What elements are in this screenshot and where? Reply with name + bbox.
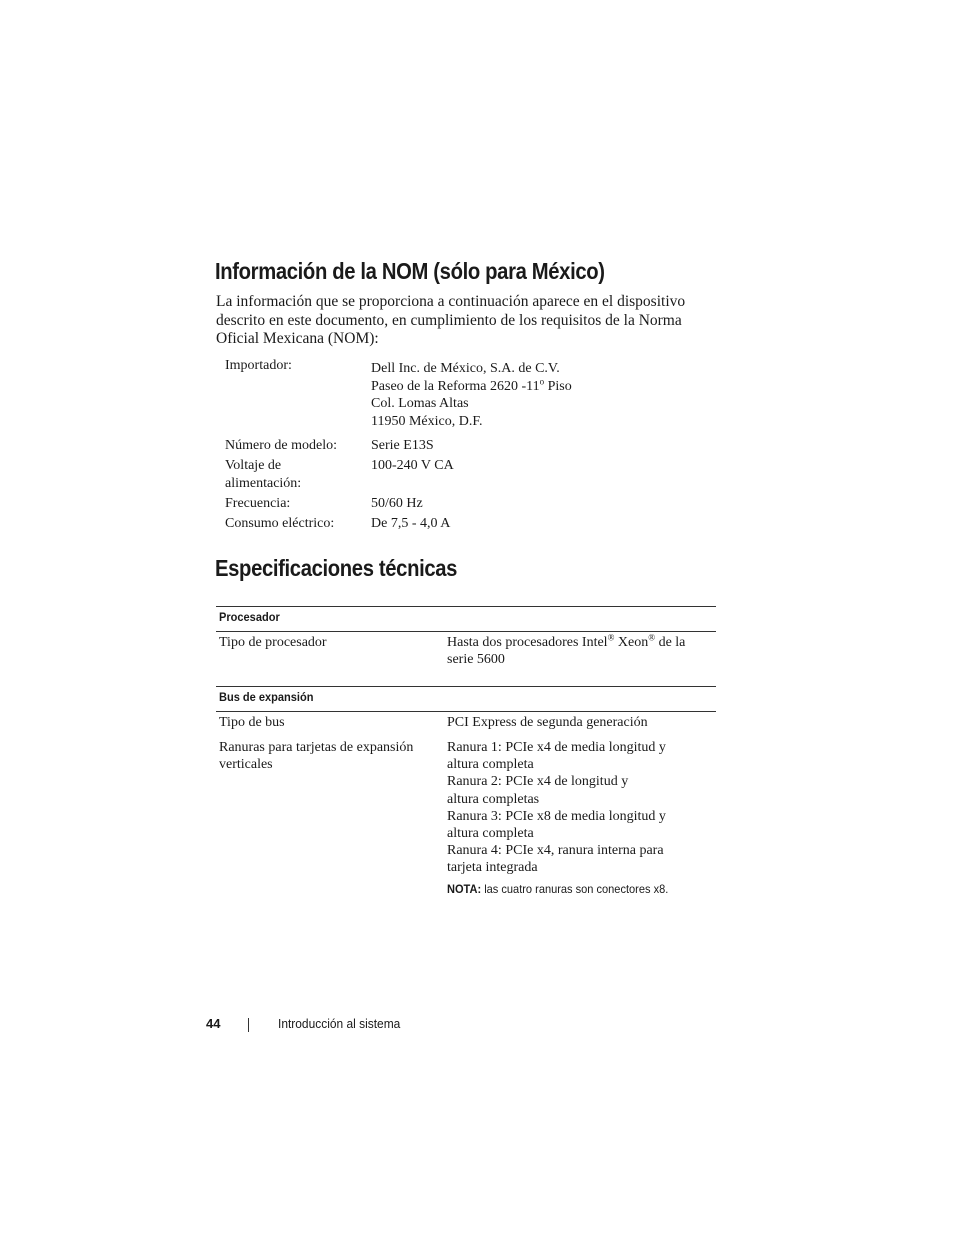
voltage-value: 100-240 V CA [371, 458, 454, 473]
processor-section-header: Procesador [219, 610, 280, 624]
table-rule [216, 606, 716, 607]
power-label: Consumo eléctrico: [225, 516, 335, 531]
table-rule [216, 631, 716, 632]
bus-section-header: Bus de expansión [219, 690, 314, 704]
slots-list [447, 739, 687, 877]
table-rule [216, 711, 716, 712]
page-number: 44 [206, 1016, 221, 1031]
slot-item: Ranura 3: PCIe x8 de media longitud y altura completa [447, 808, 666, 842]
slot-item: altura completas [447, 791, 540, 807]
slot-item: Ranura 1: PCIe x4 de media longitud y altura completa [447, 740, 666, 773]
voltage-label: Voltaje de alimentación: [225, 458, 302, 491]
importer-label: Importador: [225, 358, 292, 373]
frequency-label: Frecuencia: [225, 496, 291, 511]
model-label: Número de modelo: [225, 438, 337, 453]
frequency-value: 50/60 Hz [371, 496, 423, 511]
slots-label: Ranuras para tarjetas de expansión verticales [219, 740, 414, 773]
processor-type-value: Hasta dos procesadores Intel® Xeon® de la serie 5600 [447, 632, 686, 668]
slot-item: Ranura 4: PCIe x4, ranura interna para tarjeta integrada [447, 843, 664, 876]
model-value: Serie E13S [371, 438, 434, 453]
footer-divider [248, 1018, 249, 1032]
processor-type-label: Tipo de procesador [219, 635, 327, 650]
importer-line: Col. Lomas Altas [371, 396, 469, 411]
importer-line: 11950 México, D.F. [371, 413, 483, 429]
specs-heading: Especificaciones técnicas [215, 555, 458, 581]
nom-heading: Información de la NOM (sólo para México) [215, 258, 605, 284]
nom-intro-paragraph: La información que se proporciona a continuación aparece en el dispositivo descrito en este documento, en cumplimiento de los requisitos de la Norma Oficial Mexicana (NOM): [216, 293, 686, 347]
slots-note: NOTA: las cuatro ranuras son conectores x8. [447, 882, 669, 896]
slot-item: Ranura 2: PCIe x4 de longitud y [447, 774, 629, 790]
importer-line: Dell Inc. de México, S.A. de C.V. [371, 361, 560, 376]
power-value: De 7,5 - 4,0 A [371, 516, 451, 531]
bus-type-label: Tipo de bus [219, 715, 285, 730]
table-rule [216, 686, 716, 687]
bus-type-value: PCI Express de segunda generación [447, 715, 648, 730]
chapter-title: Introducción al sistema [278, 1016, 401, 1031]
importer-line: Paseo de la Reforma 2620 -11$^o$ Piso [371, 375, 572, 394]
importer-value [371, 360, 572, 430]
